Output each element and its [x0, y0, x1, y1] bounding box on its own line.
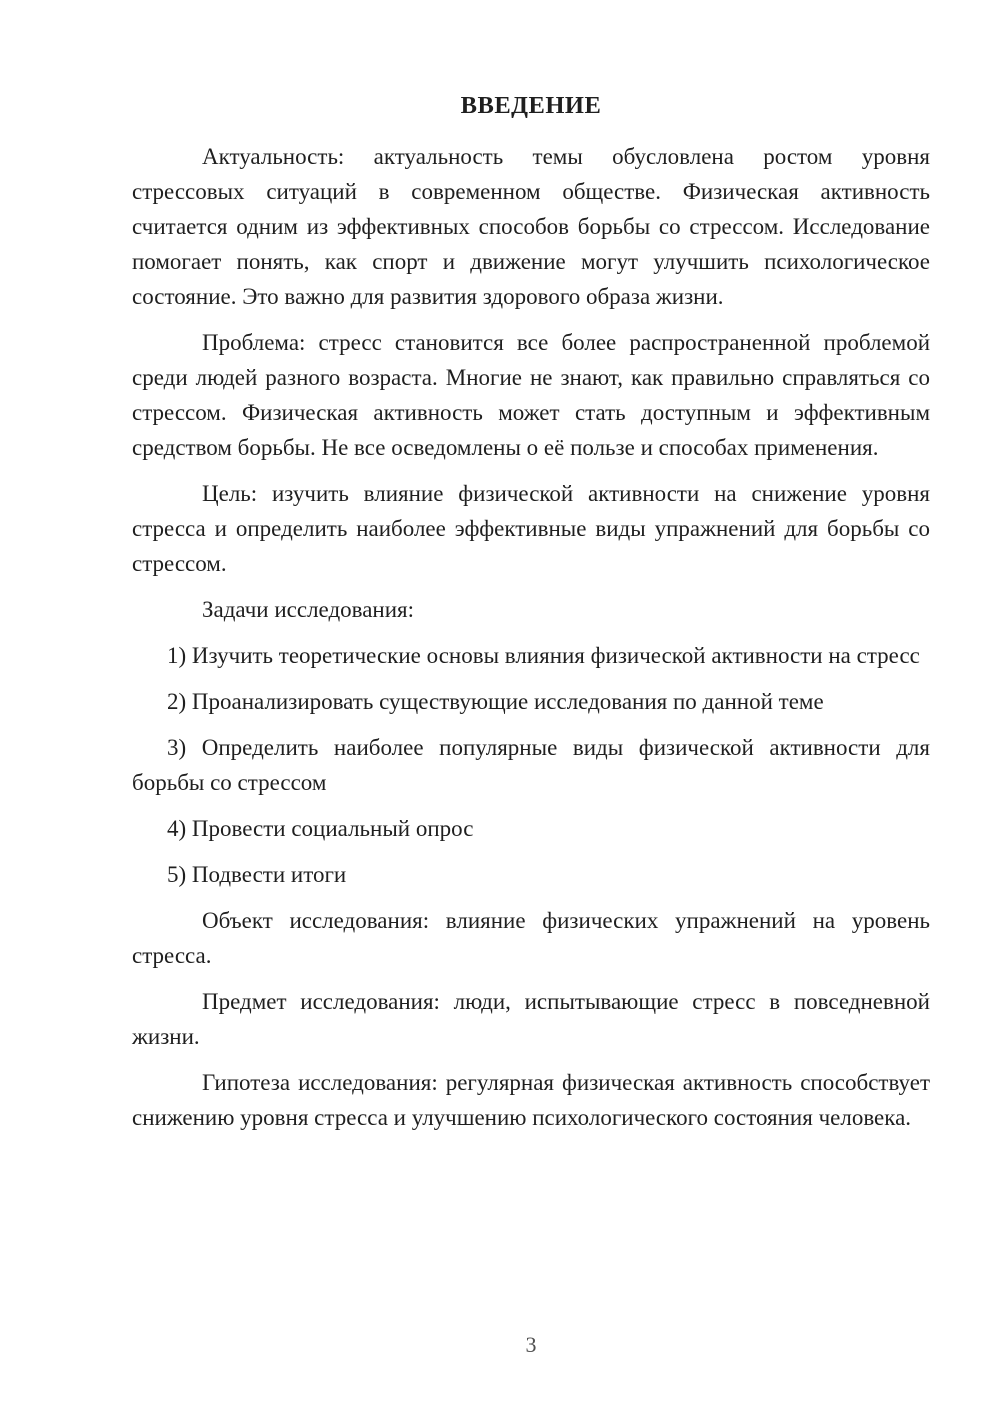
paragraph-hypothesis: Гипотеза исследования: регулярная физическая активность способствует снижению уровня стресса и улучшению психологического состояния человека.	[132, 1070, 930, 1130]
page-number: 3	[525, 1332, 537, 1357]
paragraph-subject: Предмет исследования: люди, испытывающие стресс в повседневной жизни.	[132, 989, 930, 1049]
paragraph-problem: Проблема: стресс становится все более распространенной проблемой среди людей разного возраста. Многие не знают, как правильно справляться со стрессом. Физическая активность может стать доступным и эффективным средством борьбы. Не все осведомлены о её пользе и способах применения.	[132, 330, 930, 460]
task-item-2: 2) Проанализировать существующие исследования по данной теме	[167, 689, 824, 714]
page-title: ВВЕДЕНИЕ	[460, 92, 602, 119]
paragraph-tasks-label: Задачи исследования:	[202, 597, 415, 622]
paragraph-goal: Цель: изучить влияние физической активности на снижение уровня стресса и определить наиболее эффективные виды упражнений для борьбы со стрессом.	[132, 481, 930, 576]
paragraph-object: Объект исследования: влияние физических упражнений на уровень стресса.	[132, 908, 930, 968]
task-item-5: 5) Подвести итоги	[167, 862, 347, 887]
paragraph-relevance: Актуальность: актуальность темы обусловлена ростом уровня стрессовых ситуаций в современном обществе. Физическая активность считается одним из эффективных способов борьбы со стрессом. Исследование помогает понять, как спорт и движение могут улучшить психологическое состояние. Это важно для развития здорового образа жизни.	[132, 144, 930, 309]
task-item-4: 4) Провести социальный опрос	[167, 816, 474, 841]
task-item-3: 3) Определить наиболее популярные виды физической активности для борьбы со стрессом	[132, 735, 930, 795]
task-item-1: 1) Изучить теоретические основы влияния физической активности на стресс	[167, 643, 920, 668]
